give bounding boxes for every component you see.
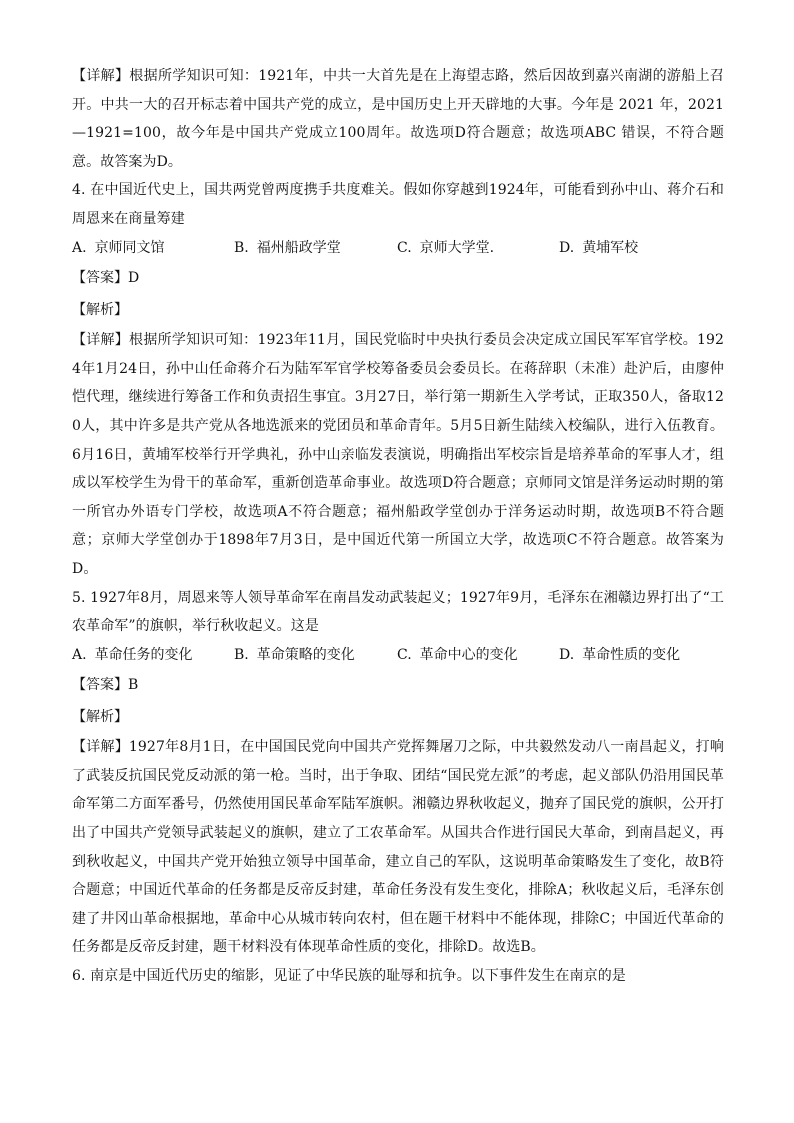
option-text: 革命中心的变化 xyxy=(419,646,518,663)
q5-analysis-label: 【解析】 xyxy=(72,709,128,726)
option-text: 福州船政学堂 xyxy=(256,239,341,256)
document-page xyxy=(72,62,724,991)
q4-options xyxy=(72,234,724,263)
q4-question: 4. 在中国近代史上，国共两党曾两度携手共度难关。假如你穿越到1924年，可能看到孙中山、蒋介石和周恩来在商量筹建 xyxy=(72,182,724,227)
option-letter: D. xyxy=(559,239,575,256)
option-letter: A. xyxy=(72,646,87,663)
q5-option-a[interactable] xyxy=(72,641,234,670)
q5-detail: 【详解】1927年8月1日，在中国国民党向中国共产党挥舞屠刀之际，中共毅然发动八一南昌起义，打响了武装反抗国民党反动派的第一枪。当时，出于争取、团结“国民党左派”的考虑，起义部队仍沿用国民革命军第二方面军番号，仍然使用国民革命军陆军旗帜。湘赣边界秋收起义，抛弃了国民党的旗帜，公开打出了中国共产党领导武装起义的旗帜，建立了工农革命军。从国共合作进行国民大革命，到南昌起义，再到秋收起义，中国共产党开始独立领导中国革命，建立自己的军队，这说明革命策略发生了变化，故B符合题意；中国近代革命的任务都是反帝反封建，革命任务没有发生变化，排除A；秋收起义后，毛泽东创建了井冈山革命根据地，革命中心从城市转向农村，但在题干材料中不能体现，排除C；中国近代革命的任务都是反帝反封建，题干材料没有体现革命性质的变化，排除D。故选B。 xyxy=(72,739,724,956)
option-letter: C. xyxy=(397,239,412,256)
option-text: 革命性质的变化 xyxy=(582,646,681,663)
option-text: 黄埔军校 xyxy=(582,239,639,256)
q5-option-d[interactable] xyxy=(559,641,680,670)
q4-analysis-label: 【解析】 xyxy=(72,302,128,319)
option-text: 京师大学堂. xyxy=(419,239,495,256)
q4-option-a[interactable] xyxy=(72,234,234,263)
option-letter: D. xyxy=(559,646,575,663)
question-4 xyxy=(72,176,724,583)
question-6 xyxy=(72,962,724,991)
option-letter: B. xyxy=(234,239,249,256)
q4-option-b[interactable] xyxy=(234,234,397,263)
q4-answer: 【答案】D xyxy=(72,270,140,287)
option-letter: A. xyxy=(72,239,87,256)
option-text: 革命策略的变化 xyxy=(256,646,355,663)
option-text: 革命任务的变化 xyxy=(94,646,193,663)
question-5 xyxy=(72,584,724,963)
q4-option-d[interactable] xyxy=(559,234,638,263)
q4-option-c[interactable] xyxy=(397,234,559,263)
q5-options xyxy=(72,641,724,670)
q5-option-c[interactable] xyxy=(397,641,559,670)
option-text: 京师同文馆 xyxy=(94,239,165,256)
q3-detail: 【详解】根据所学知识可知：1921年，中共一大首先是在上海望志路，然后因故到嘉兴南湖的游船上召开。中共一大的召开标志着中国共产党的成立，是中国历史上开天辟地的大事。今年是 2021 年，2021—1921=100，故今年是中国共产党成立100周年。故选项D符合题意；故选项ABC 错误，不符合题意。故答案为D。 xyxy=(72,68,724,170)
q5-question: 5. 1927年8月，周恩来等人领导革命军在南昌发动武装起义；1927年9月，毛泽东在湘赣边界打出了“工农革命军”的旗帜，举行秋收起义。这是 xyxy=(72,589,724,635)
q5-option-b[interactable] xyxy=(234,641,397,670)
option-letter: C. xyxy=(397,646,412,663)
option-letter: B. xyxy=(234,646,249,663)
q6-question: 6. 南京是中国近代历史的缩影，见证了中华民族的耻辱和抗争。以下事件发生在南京的是 xyxy=(72,968,626,985)
q4-detail: 【详解】根据所学知识可知：1923年11月，国民党临时中央执行委员会决定成立国民军军官学校。1924年1月24日，孙中山任命蒋介石为陆军军官学校筹备委员会委员长。在蒋辞职（未准）赴沪后，由廖仲恺代理，继续进行筹备工作和负责招生事宜。3月27日，举行第一期新生入学考试，正取350人，备取120人，其中许多是共产党从各地选派来的党团员和革命青年。5月5日新生陆续入校编队，进行入伍教育。6月16日，黄埔军校举行开学典礼，孙中山亲临发表演说，明确指出军校宗旨是培养革命的军事人才，组成以军校学生为骨干的革命军，重新创造革命事业。故选项D符合题意；京师同文馆是洋务运动时期的第一所官办外语专门学校，故选项A不符合题意；福州船政学堂创办于洋务运动时期，故选项B不符合题意；京师大学堂创办于1898年7月3日，是中国近代第一所国立大学，故选项C不符合题意。故答案为D。 xyxy=(72,332,724,577)
q5-answer: 【答案】B xyxy=(72,677,139,694)
